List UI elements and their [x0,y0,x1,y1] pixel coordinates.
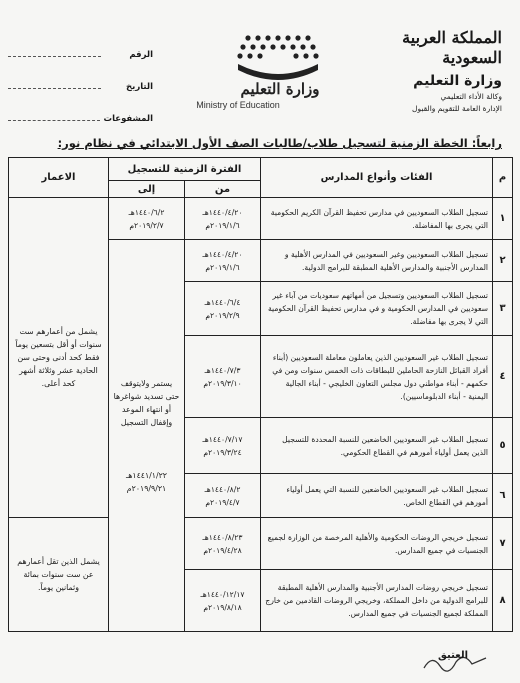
row-category: تسجيل خريجي روضات المدارس الأجنبية والمدارس الأهلية المطبقة للبرامج الدولية من داخل المملكة، وخريجي الروضات القادمين من خارج المملكة لجميع الجنسيات في جميع المدارس. [261,570,493,632]
row-from-date: ١٤٤٠/٨/٢هـ ٢٠١٩/٤/٧م [185,474,261,518]
attachments-line [8,119,100,121]
row-category: تسجيل الطلاب السعوديين في مدارس تحفيظ القرآن الكريم الحكومية التي يجرى بها المفاضلة. [261,198,493,240]
row-from-date: ١٤٤٠/٤/٢٠هـ ٢٠١٩/١/٦م [185,198,261,240]
table-row [9,518,513,570]
col-ages-header: الاعمار [9,158,109,198]
col-from-header: من [185,181,261,198]
row-number: ٤ [493,336,513,418]
number-label: الرقم [129,50,153,60]
agency-name: وكالة الأداء التعليمي [440,92,502,101]
row-category: تسجيل الطلاب السعوديين وتسجيل من أمهاتهم سعوديات من آباء غير سعوديين في المدارس الحكومية و في مدارس تحفيظ القرآن الحكومية التي لا يجرى بها مفاضلة. [261,282,493,336]
svg-text:وزارة التعليم: وزارة التعليم [240,80,320,98]
row-number: ٧ [493,518,513,570]
row-category: تسجيل الطلاب السعوديين وغير السعوديين في المدارس الأهلية و المدارس الأجنبية والمدارس الأهلية المطبقة للبرامج الدولية. [261,240,493,282]
number-line [8,55,101,57]
row-number: ٥ [493,418,513,474]
ages-group-1: يشمل من أعمارهم ست سنوات أو أقل بتسعين يوماً فقط كحد أدنى وحتى سن الحادية عشر وثلاثة أشهر كحد أعلى. [9,198,109,518]
row-number: ٦ [493,474,513,518]
row-from-date: ١٤٤٠/٨/٢٣هـ ٢٠١٩/٤/٢٨م [185,518,261,570]
ministry-header [362,28,502,114]
row-to-date: ١٤٤٠/٦/٢هـ ٢٠١٩/٢/٧م [109,198,185,240]
row-from-date: ١٤٤٠/٦/٤هـ ٢٠١٩/٢/٩م [185,282,261,336]
col-category-header: الفئات وأنواع المدارس [261,158,493,198]
ages-group-2: يشمل الذين تقل أعمارهم عن ست سنوات بمائة وثمانين يوماً. [9,518,109,632]
row-number: ٣ [493,282,513,336]
row-from-date: ١٤٤٠/١٢/١٧هـ ٢٠١٩/٨/١٨م [185,570,261,632]
registration-schedule-table [8,157,513,632]
attachments-label: المشفوعات [103,114,153,124]
row-category: تسجيل خريجي الروضات الحكومية والأهلية المرخصة من الوزارة لجميع الجنسيات في جميع المدارس. [261,518,493,570]
row-category: تسجيل الطلاب غير السعوديين الذين يعاملون معاملة السعوديين (أبناء أفراد القبائل النازحة الحاملين للبطاقات ذات الخمس سنوات ومن في حكمهم - أبناء مواطني دول مجلس التعاون الخليجي - أبناء الجالية اليمنية - أبناء الدبلوماسيين). [261,336,493,418]
date-label: التاريخ [126,82,153,92]
row-category: تسجيل الطلاب غير السعوديين الخاضعين للنسبة المحددة للتسجيل الذين يعمل أولياء أمورهم في القطاع الحكومي. [261,418,493,474]
row-from-date: ١٤٤٠/٧/١٧هـ ٢٠١٩/٣/٢٤م [185,418,261,474]
col-number-header: م [493,158,513,198]
attachments-field[interactable] [8,92,153,124]
table-row [9,198,513,240]
row-from-date: ١٤٤٠/٧/٣هـ ٢٠١٩/٣/١٠م [185,336,261,418]
ministry-name: وزارة التعليم [413,73,502,89]
kingdom-name: المملكة العربية السعودية [402,28,502,67]
ministry-logo [178,28,328,113]
col-to-header: إلى [109,181,185,198]
final-closing-date: ١٤٤١/١/٢٢هـ ٢٠١٩/٩/٢١م [126,470,167,493]
registration-continue-note: يستمر ولايتوقف حتى تسديد شواغرها أو انتهاء الموعد وإقفال التسجيل ١٤٤١/١/٢٢هـ ٢٠١٩/٩/٢١م [109,240,185,632]
date-line [8,87,101,89]
reference-fields [8,28,153,124]
date-field[interactable] [8,60,153,92]
row-number: ٢ [493,240,513,282]
plan-title: رابعاً: الخطة الزمنية لتسجيل طلاب/طالبات الصف الأول الابتدائي في نظام نور: [57,136,502,150]
svg-text:Ministry of Education: Ministry of Education [196,100,280,110]
row-number: ٨ [493,570,513,632]
department-name: الإدارة العامة للتقويم والقبول [412,104,502,113]
row-from-date: ١٤٤٠/٤/٢٠هـ ٢٠١٩/١/٦م [185,240,261,282]
row-category: تسجيل الطلاب غير السعوديين الخاضعين للنسبة التي يعمل أولياء أمورهم في القطاع الخاص. [261,474,493,518]
number-field[interactable] [8,28,153,60]
signature-name: العتيق [438,650,469,661]
col-period-header: الفترة الزمنية للتسجيل [109,158,261,181]
row-number: ١ [493,198,513,240]
